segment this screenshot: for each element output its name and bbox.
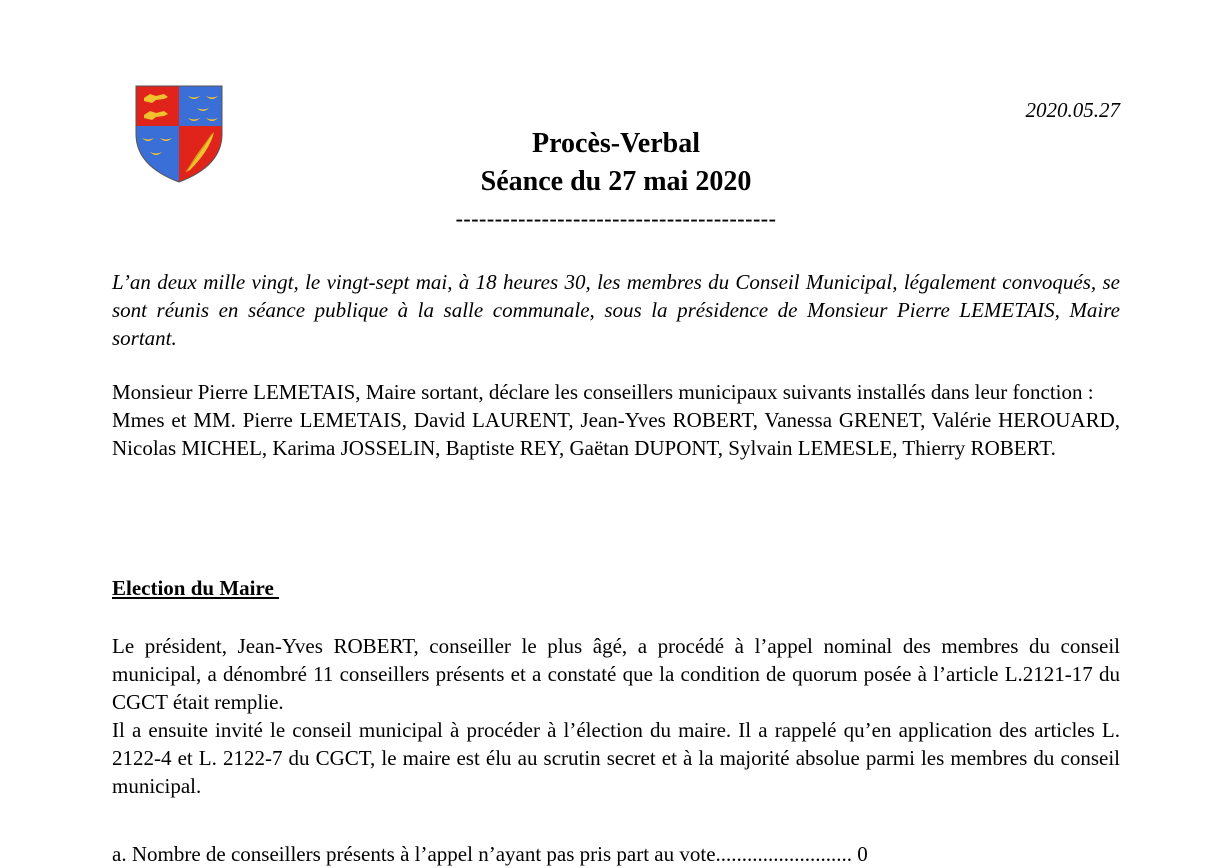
section-heading: Election du Maire: [112, 576, 280, 600]
quorum-paragraph: Le président, Jean-Yves ROBERT, conseiller le plus âgé, a procédé à l’appel nominal des membres du conseil municipal, a dénombré 11 conseillers présents et a constaté que la condition de quorum posée à l’article L.2121-17 du CGCT était remplie.: [112, 634, 1120, 714]
installation-line: Monsieur Pierre LEMETAIS, Maire sortant, déclare les conseillers municipaux suivants installés dans leur fonction :: [112, 380, 1094, 404]
document-subtitle: Séance du 27 mai 2020: [480, 166, 752, 197]
election-paragraph: Il a ensuite invité le conseil municipal à procéder à l’élection du maire. Il a rappelé qu’en application des articles L. 2122-4 et L. 2122-7 du CGCT, le maire est élu au scrutin secret et à la majorité absolue parmi les membres du conseil municipal.: [112, 718, 1120, 798]
section-body: [112, 632, 1120, 800]
title-separator: -----------------------------------------: [455, 206, 777, 231]
vote-count-line: a. Nombre de conseillers présents à l’appel n’ayant pas pris part au vote.......................... 0: [112, 842, 868, 866]
document-date: 2020.05.27: [1025, 98, 1120, 122]
intro-paragraph: L’an deux mille vingt, le vingt-sept mai, à 18 heures 30, les membres du Conseil Municipal, légalement convoqués, se sont réunis en séance publique à la salle communale, sous la présidence de Monsieur Pierre LEMETAIS, Maire sortant.: [112, 270, 1120, 350]
installation-paragraph: [112, 378, 1120, 462]
councillor-list: Mmes et MM. Pierre LEMETAIS, David LAURENT, Jean-Yves ROBERT, Vanessa GRENET, Valérie HEROUARD, Nicolas MICHEL, Karima JOSSELIN, Baptiste REY, Gaëtan DUPONT, Sylvain LEMESLE, Thierry ROBERT.: [112, 408, 1120, 460]
document-title: Procès-Verbal: [532, 128, 700, 159]
